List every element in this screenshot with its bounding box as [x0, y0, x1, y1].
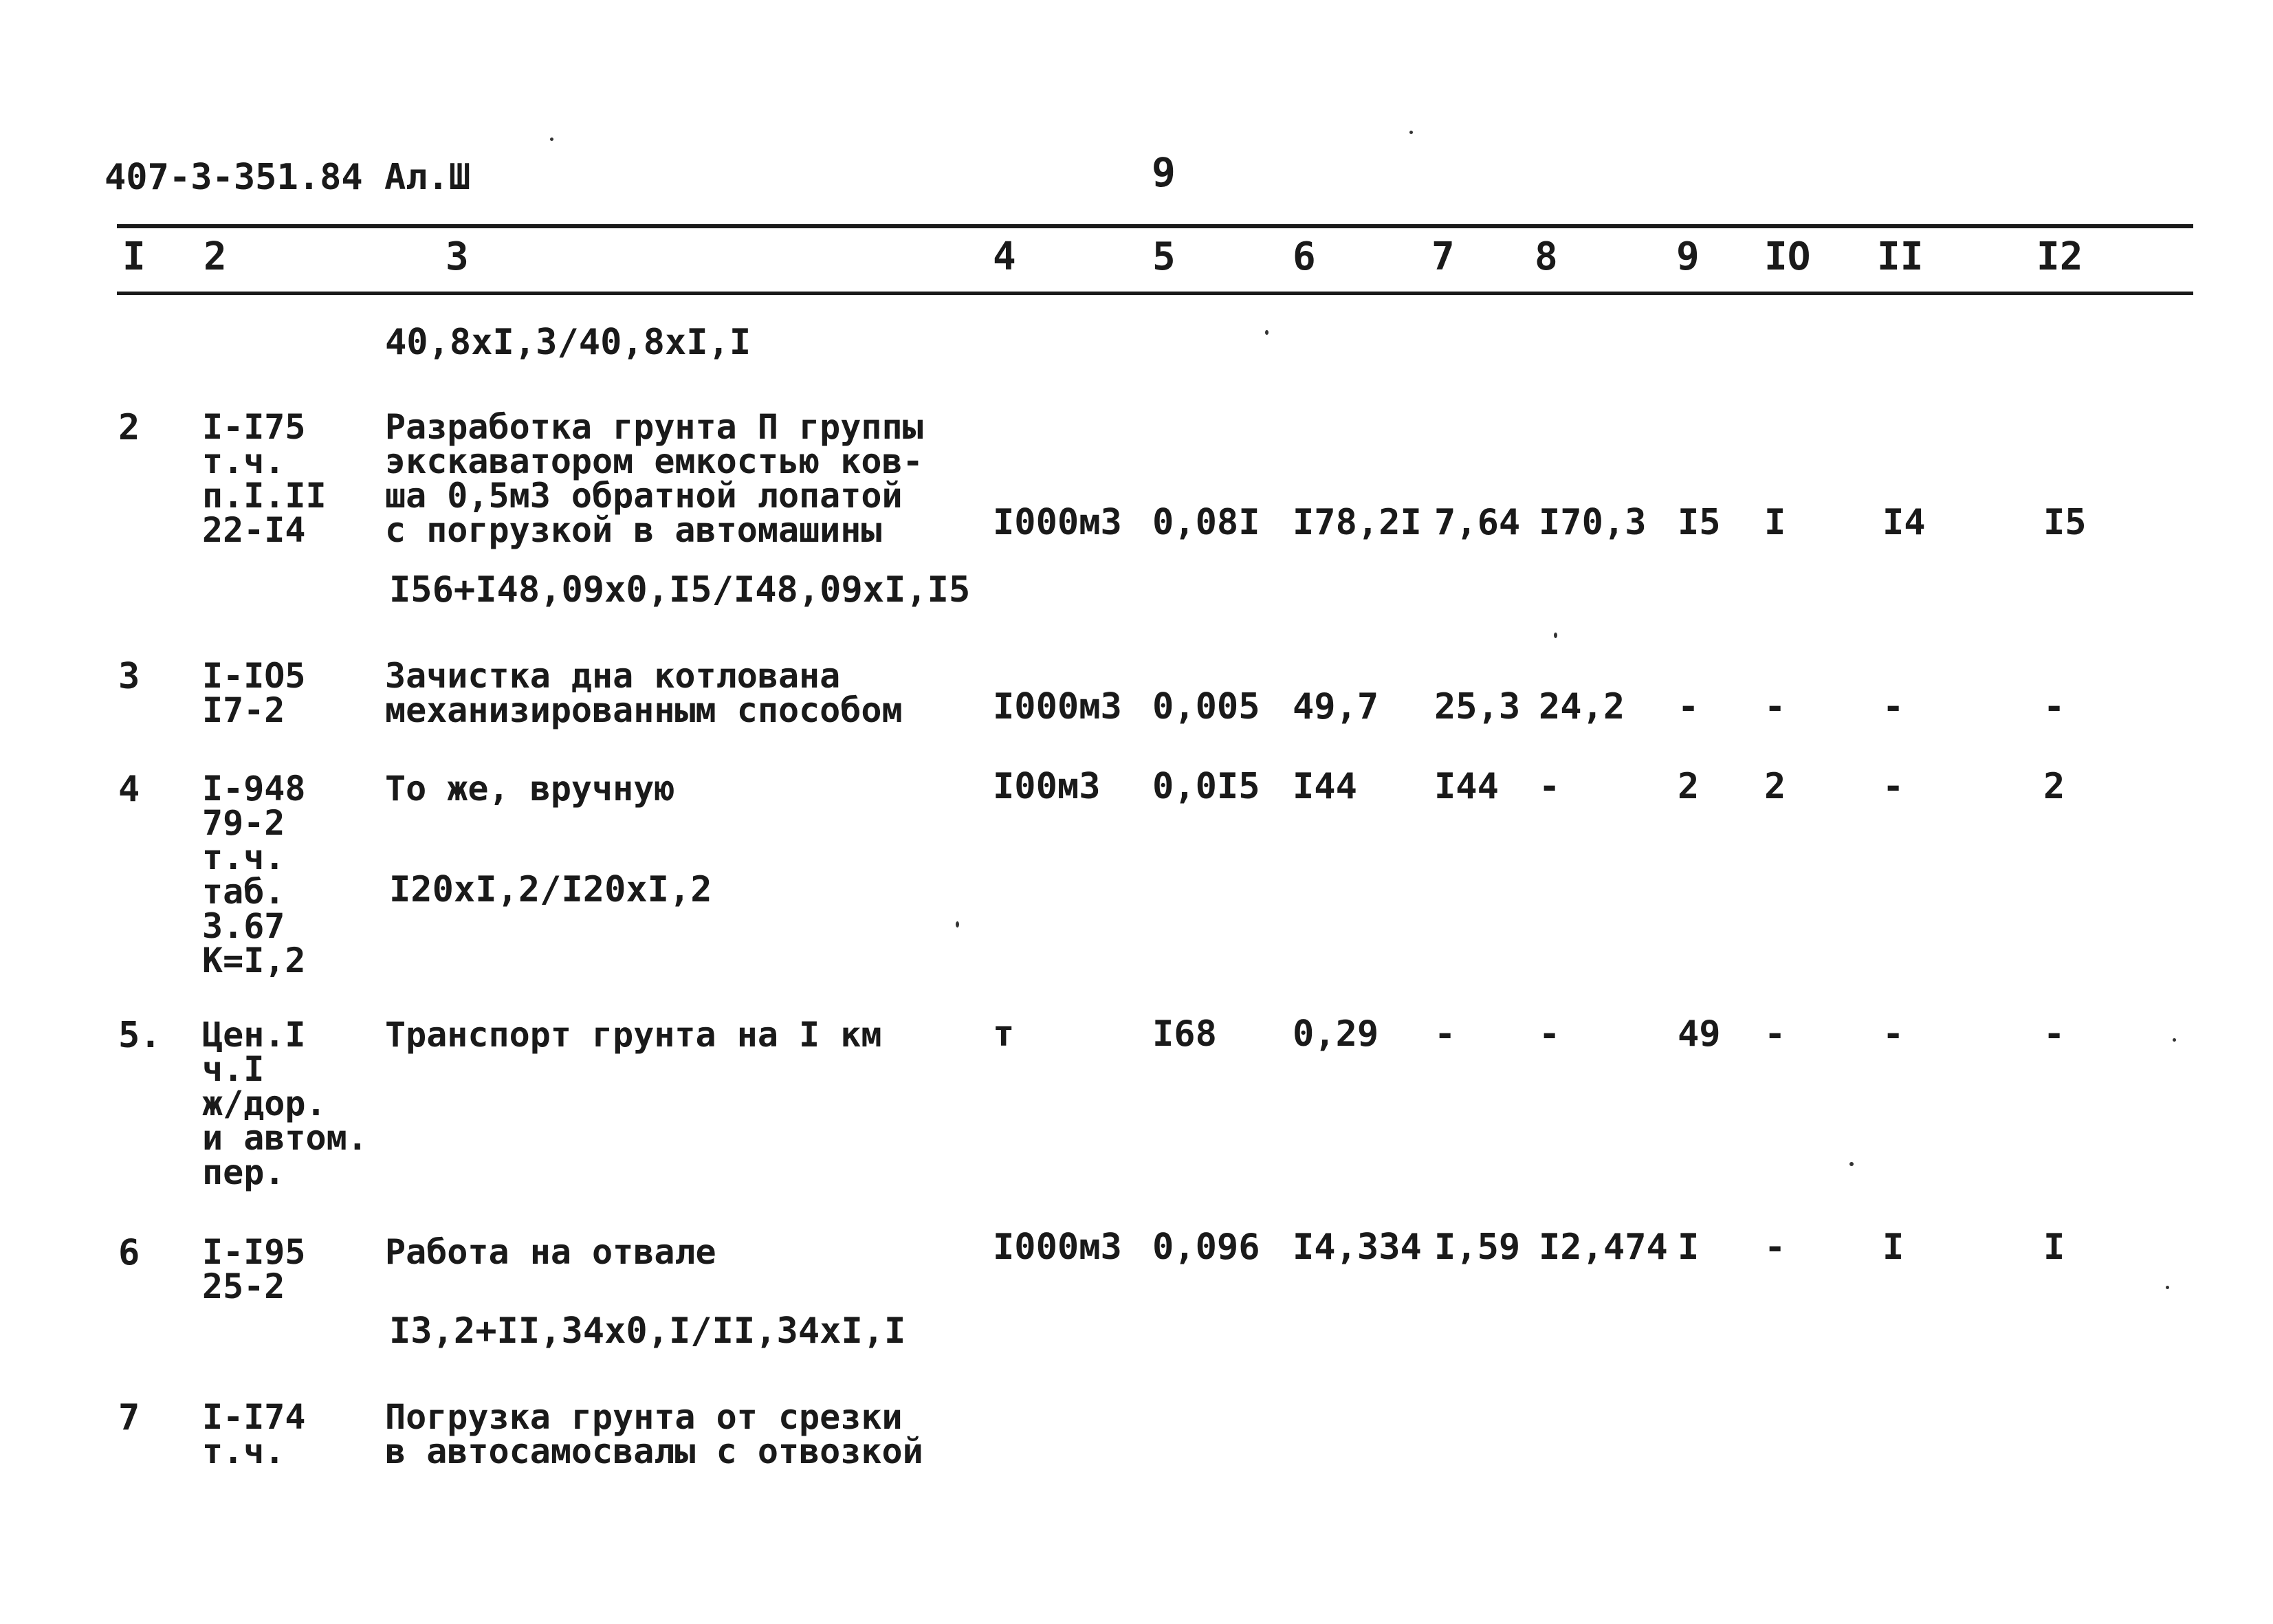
value-cell: 24,2 — [1539, 686, 1625, 727]
value-cell: I — [1764, 502, 1786, 543]
scan-speck — [956, 921, 959, 928]
row-formula: I3,2+II,34x0,I/II,34xI,I — [389, 1310, 906, 1352]
row-formula: I20xI,2/I20xI,2 — [389, 869, 712, 910]
value-cell: - — [1678, 686, 1700, 727]
column-number: IO — [1764, 234, 1811, 279]
value-cell: 2 — [1678, 766, 1700, 807]
value-cell: - — [2043, 686, 2065, 727]
value-cell: - — [1434, 1013, 1456, 1055]
value-cell: I5 — [2043, 502, 2087, 543]
page-number: 9 — [1152, 149, 1176, 196]
value-cell: I — [2043, 1227, 2065, 1268]
document-code: 407-3-351.84 Ал.Ш — [105, 157, 471, 198]
quantity-cell: 0,005 — [1152, 686, 1260, 727]
column-number: 8 — [1535, 234, 1558, 279]
scan-speck — [2166, 1286, 2169, 1289]
column-number: I2 — [2036, 234, 2083, 279]
scan-speck — [550, 138, 553, 141]
row-description: Разработка грунта П группы экскаватором емкостью ков- ша 0,5м3 обратной лопатой с погрузкой в автомашины — [385, 407, 923, 550]
value-cell: I4 — [1882, 502, 1926, 543]
column-number: 9 — [1676, 234, 1700, 279]
table-top-rule — [117, 224, 2193, 228]
value-cell: I78,2I — [1293, 502, 1422, 543]
unit-cell: I00м3 — [993, 766, 1101, 807]
row-description: Зачистка дна котлована механизированным способом — [385, 656, 903, 730]
value-cell: I2,474 — [1539, 1227, 1668, 1268]
value-cell: - — [1882, 686, 1904, 727]
value-cell: - — [1882, 1013, 1904, 1055]
scan-speck — [2173, 1038, 2176, 1042]
value-cell: I — [1882, 1227, 1904, 1268]
row-number: 7 — [118, 1397, 140, 1438]
value-cell: I70,3 — [1539, 502, 1647, 543]
value-cell: - — [1882, 766, 1904, 807]
row-code: Цен.I ч.I ж/дор. и автом. пер. — [202, 1015, 368, 1192]
value-cell: - — [2043, 1013, 2065, 1055]
value-cell: I — [1678, 1227, 1700, 1268]
row-number: 5. — [118, 1015, 162, 1056]
quantity-cell: 0,0I5 — [1152, 766, 1260, 807]
value-cell: I5 — [1678, 502, 1721, 543]
table-header-rule — [117, 292, 2193, 295]
row-description: Транспорт грунта на I км — [385, 1015, 882, 1055]
value-cell: 2 — [1764, 766, 1786, 807]
row-code: I-I75 т.ч. п.I.II 22-I4 — [202, 407, 327, 550]
carryover-formula: 40,8xI,3/40,8xI,I — [385, 322, 751, 363]
unit-cell: I000м3 — [993, 686, 1122, 727]
value-cell: 49,7 — [1293, 686, 1379, 727]
row-description: Работа на отвале — [385, 1232, 716, 1272]
row-code: I-I74 т.ч. — [202, 1397, 306, 1471]
column-number: 7 — [1431, 234, 1455, 279]
unit-cell: I000м3 — [993, 1227, 1122, 1268]
value-cell: I44 — [1434, 766, 1499, 807]
quantity-cell: 0,096 — [1152, 1227, 1260, 1268]
quantity-cell: 0,08I — [1152, 502, 1260, 543]
value-cell: I44 — [1293, 766, 1357, 807]
column-number: II — [1877, 234, 1924, 279]
row-formula: I56+I48,09x0,I5/I48,09xI,I5 — [389, 569, 971, 611]
row-description: То же, вручную — [385, 769, 675, 809]
column-number: 5 — [1152, 234, 1176, 279]
scan-speck — [1554, 633, 1557, 638]
value-cell: - — [1764, 686, 1786, 727]
value-cell: 2 — [2043, 766, 2065, 807]
quantity-cell: I68 — [1152, 1013, 1217, 1055]
row-number: 4 — [118, 769, 140, 810]
value-cell: I,59 — [1434, 1227, 1521, 1268]
column-number: 2 — [204, 234, 227, 279]
row-code: I-948 79-2 т.ч. таб. 3.67 К=I,2 — [202, 769, 306, 980]
value-cell: - — [1764, 1013, 1786, 1055]
value-cell: 7,64 — [1434, 502, 1521, 543]
value-cell: I4,334 — [1293, 1227, 1422, 1268]
scan-speck — [1265, 330, 1269, 335]
unit-cell: I000м3 — [993, 502, 1122, 543]
value-cell: - — [1539, 1013, 1561, 1055]
scan-speck — [1409, 131, 1413, 134]
row-code: I-I95 25-2 — [202, 1232, 306, 1306]
row-number: 6 — [118, 1232, 140, 1273]
value-cell: 0,29 — [1293, 1013, 1379, 1055]
scan-speck — [1849, 1162, 1854, 1166]
value-cell: 49 — [1678, 1013, 1721, 1055]
value-cell: - — [1764, 1227, 1786, 1268]
row-number: 2 — [118, 407, 140, 448]
row-code: I-IO5 I7-2 — [202, 656, 306, 730]
value-cell: - — [1539, 766, 1561, 807]
column-number: 4 — [993, 234, 1016, 279]
row-description: Погрузка грунта от срезки в автосамосвалы с отвозкой — [385, 1397, 923, 1471]
unit-cell: т — [993, 1013, 1015, 1055]
column-number: 3 — [446, 234, 469, 279]
column-number: 6 — [1293, 234, 1316, 279]
value-cell: 25,3 — [1434, 686, 1521, 727]
column-number: I — [122, 234, 146, 279]
row-number: 3 — [118, 656, 140, 697]
